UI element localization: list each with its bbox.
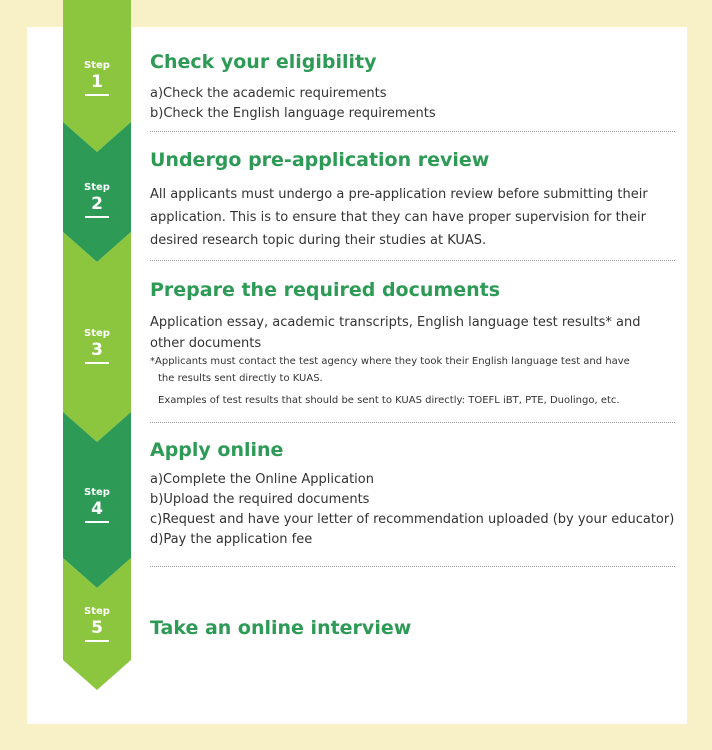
step-underline	[85, 362, 109, 364]
step-underline	[85, 216, 109, 218]
step-number: 2	[91, 194, 103, 214]
step-1-body	[150, 84, 670, 124]
step-3-note-line: *Applicants must contact the test agency where they took their English language test and have	[150, 356, 630, 367]
step-number: 1	[91, 72, 103, 92]
step-4-item: d)Pay the application fee	[150, 532, 313, 547]
step-3-body	[150, 312, 670, 354]
step-3-badge	[63, 328, 131, 364]
step-label: Step	[84, 606, 110, 617]
step-label: Step	[84, 487, 110, 498]
step-4-title: Apply online	[150, 439, 284, 461]
step-number: 3	[91, 340, 103, 360]
divider	[150, 422, 675, 423]
step-1-item: a)Check the academic requirements	[150, 86, 387, 101]
step-2-body	[150, 183, 670, 252]
step-5-badge	[63, 606, 131, 642]
divider	[150, 260, 675, 261]
step-4-item: c)Request and have your letter of recommendation uploaded (by your educator)	[150, 512, 675, 527]
step-3-note	[150, 353, 670, 409]
step-1-badge	[63, 60, 131, 96]
step-underline	[85, 640, 109, 642]
step-3-note-line: Examples of test results that should be sent to KUAS directly: TOEFL iBT, PTE, Duolingo, etc.	[158, 395, 620, 406]
step-underline	[85, 521, 109, 523]
step-4-item: b)Upload the required documents	[150, 492, 370, 507]
step-2-title: Undergo pre-application review	[150, 149, 490, 171]
step-underline	[85, 94, 109, 96]
step-label: Step	[84, 182, 110, 193]
step-5-title: Take an online interview	[150, 617, 412, 639]
step-3-paragraph: Application essay, academic transcripts, English language test results* and other documents	[150, 315, 641, 351]
step-3-title: Prepare the required documents	[150, 279, 500, 301]
step-number: 5	[91, 618, 103, 638]
step-1-item: b)Check the English language requirements	[150, 106, 436, 121]
step-4-body	[150, 470, 675, 550]
step-number: 4	[91, 499, 103, 519]
step-4-item: a)Complete the Online Application	[150, 472, 374, 487]
divider	[150, 131, 675, 132]
step-2-paragraph: All applicants must undergo a pre-application review before submitting their application. This is to ensure that they can have proper supervision for their desired research topic during their studies at KUAS.	[150, 187, 648, 248]
step-3-note-line: the results sent directly to KUAS.	[158, 373, 323, 384]
step-4-badge	[63, 487, 131, 523]
step-label: Step	[84, 328, 110, 339]
step-2-badge	[63, 182, 131, 218]
step-label: Step	[84, 60, 110, 71]
divider	[150, 566, 675, 567]
step-1-title: Check your eligibility	[150, 51, 377, 73]
